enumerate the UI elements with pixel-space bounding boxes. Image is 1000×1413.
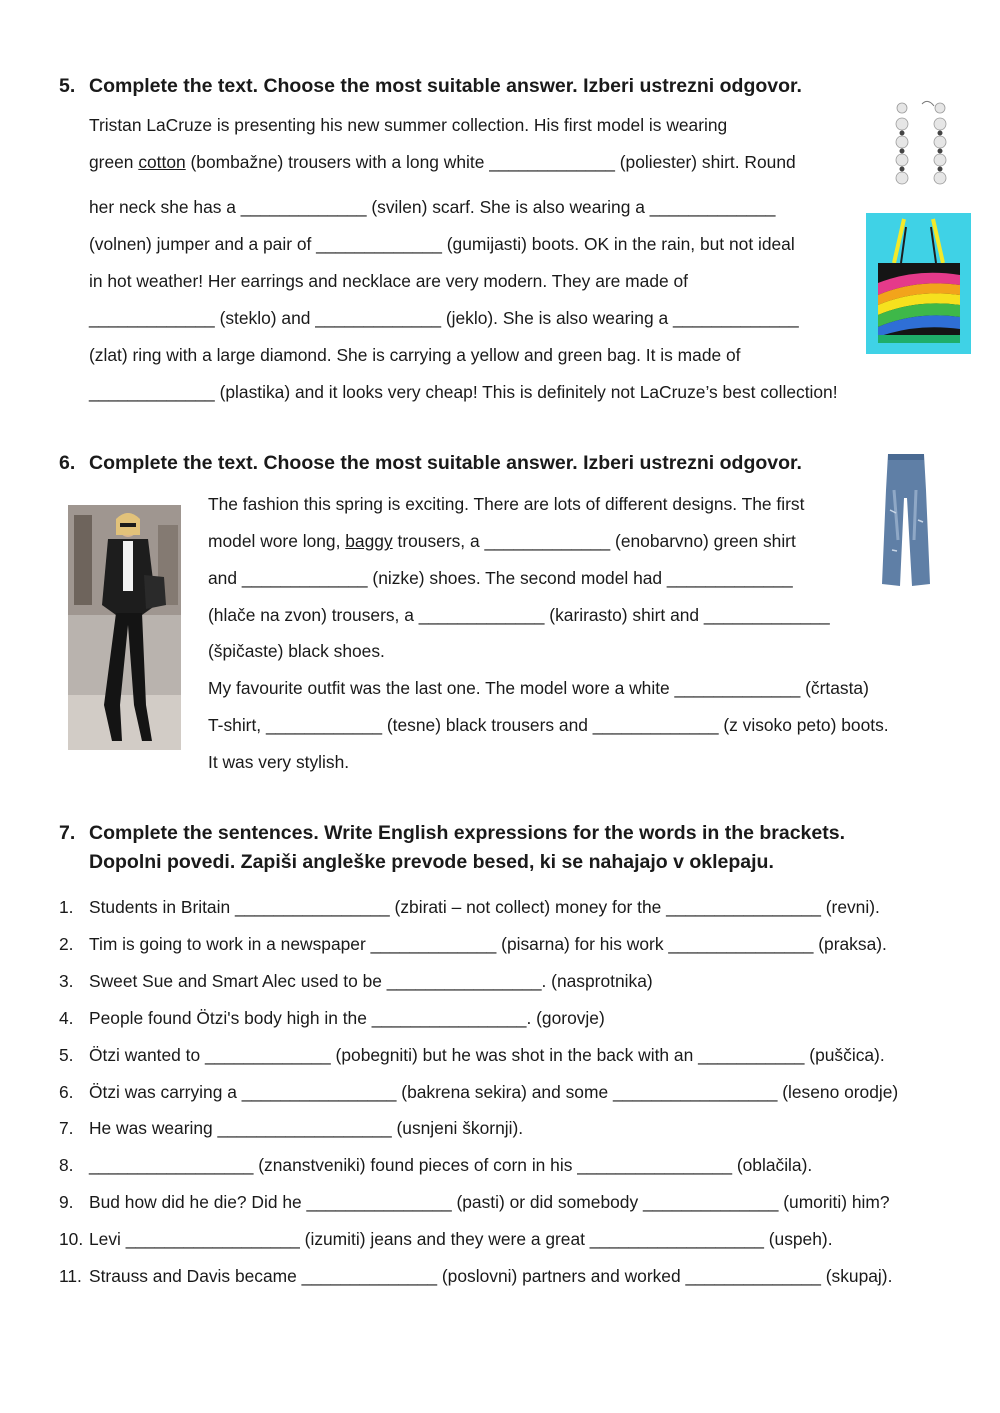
sentence-number: 11.: [59, 1266, 82, 1286]
exercise-7-heading-sl: Dopolni povedi. Zapiši angleške prevode besed, ki se nahajajo v oklepaju.: [89, 851, 774, 873]
sentence-item[interactable]: Tim is going to work in a newspaper _____________ (pisarna) for his work _______________ (praksa).: [89, 934, 887, 954]
ex6-line-2[interactable]: model wore long, baggy trousers, a _____________ (enobarvno) green shirt: [208, 531, 796, 551]
exercise-7-number: 7.: [59, 822, 76, 844]
model-photo: [68, 505, 181, 750]
exercise-7-heading-en: Complete the sentences. Write English expressions for the words in the brackets.: [89, 822, 846, 844]
ex6-line-7[interactable]: T-shirt, ____________ (tesne) black trousers and _____________ (z visoko peto) boots.: [208, 715, 889, 735]
sentence-number: 4.: [59, 1008, 74, 1028]
sentence-number: 5.: [59, 1045, 74, 1065]
sentence-number: 3.: [59, 971, 74, 991]
exercise-5-heading: Complete the text. Choose the most suitable answer. Izberi ustrezni odgovor.: [89, 75, 802, 97]
ex5-line-7: (zlat) ring with a large diamond. She is carrying a yellow and green bag. It is made of: [89, 345, 741, 365]
exercise-5-number: 5.: [59, 75, 76, 97]
ex6-line-5: (špičaste) black shoes.: [208, 641, 385, 661]
sentence-number: 10.: [59, 1229, 84, 1249]
exercise-6-heading: Complete the text. Choose the most suitable answer. Izberi ustrezni odgovor.: [89, 452, 802, 474]
sentence-item[interactable]: Ötzi wanted to _____________ (pobegniti) but he was shot in the back with an ___________ (puščica).: [89, 1045, 885, 1065]
sentence-item[interactable]: He was wearing __________________ (usnjeni škornji).: [89, 1118, 524, 1138]
sentence-item[interactable]: _________________ (znanstveniki) found pieces of corn in his ________________ (oblačila).: [89, 1155, 813, 1175]
sentence-item[interactable]: Sweet Sue and Smart Alec used to be ________________. (nasprotnika): [89, 971, 653, 991]
ex6-line-6[interactable]: My favourite outfit was the last one. The model wore a white _____________ (črtasta): [208, 678, 869, 698]
ex6-line-8: It was very stylish.: [208, 752, 350, 772]
ex6-line-3[interactable]: and _____________ (nizke) shoes. The second model had _____________: [208, 568, 793, 588]
ex5-line-8[interactable]: _____________ (plastika) and it looks very cheap! This is definitely not LaCruze’s best collection!: [89, 382, 838, 402]
sentence-number: 8.: [59, 1155, 74, 1175]
bag-image: [866, 213, 971, 354]
ex5-line-4[interactable]: (volnen) jumper and a pair of _____________ (gumijasti) boots. OK in the rain, but not ideal: [89, 234, 795, 254]
ex6-line-4[interactable]: (hlače na zvon) trousers, a _____________ (karirasto) shirt and _____________: [208, 605, 830, 625]
sentence-number: 6.: [59, 1082, 74, 1102]
sentence-item[interactable]: Strauss and Davis became ______________ (poslovni) partners and worked ______________ (skupaj).: [89, 1266, 893, 1286]
ex5-line-3[interactable]: her neck she has a _____________ (svilen) scarf. She is also wearing a _____________: [89, 197, 776, 217]
sentence-item[interactable]: Students in Britain ________________ (zbirati – not collect) money for the ________________ (revni).: [89, 897, 880, 917]
ex5-line-1: Tristan LaCruze is presenting his new summer collection. His first model is wearing: [89, 115, 728, 135]
sentence-item[interactable]: Bud how did he die? Did he _______________ (pasti) or did somebody ______________ (umoriti) him?: [89, 1192, 890, 1212]
example-answer-baggy: baggy: [345, 531, 393, 551]
earrings-image: [882, 100, 962, 192]
ex5-line-5: in hot weather! Her earrings and necklace are very modern. They are made of: [89, 271, 689, 291]
sentence-number: 7.: [59, 1118, 74, 1138]
sentence-item[interactable]: Ötzi was carrying a ________________ (bakrena sekira) and some _________________ (leseno orodje): [89, 1082, 899, 1102]
exercise-6-number: 6.: [59, 452, 76, 474]
ex5-line-2: green cotton (bombažne) trousers with a long white _____________ (poliester) shirt. Round: [89, 152, 796, 172]
example-answer-cotton: cotton: [138, 152, 186, 172]
sentence-item[interactable]: Levi __________________ (izumiti) jeans and they were a great __________________ (uspeh).: [89, 1229, 833, 1249]
ex6-line-1: The fashion this spring is exciting. There are lots of different designs. The first: [208, 494, 805, 514]
sentence-item[interactable]: People found Ötzi's body high in the ________________. (gorovje): [89, 1008, 605, 1028]
sentence-number: 2.: [59, 934, 74, 954]
sentence-number: 9.: [59, 1192, 74, 1212]
jeans-image: [880, 450, 932, 588]
ex5-line-6[interactable]: _____________ (steklo) and _____________ (jeklo). She is also wearing a _____________: [89, 308, 799, 328]
sentence-number: 1.: [59, 897, 74, 917]
